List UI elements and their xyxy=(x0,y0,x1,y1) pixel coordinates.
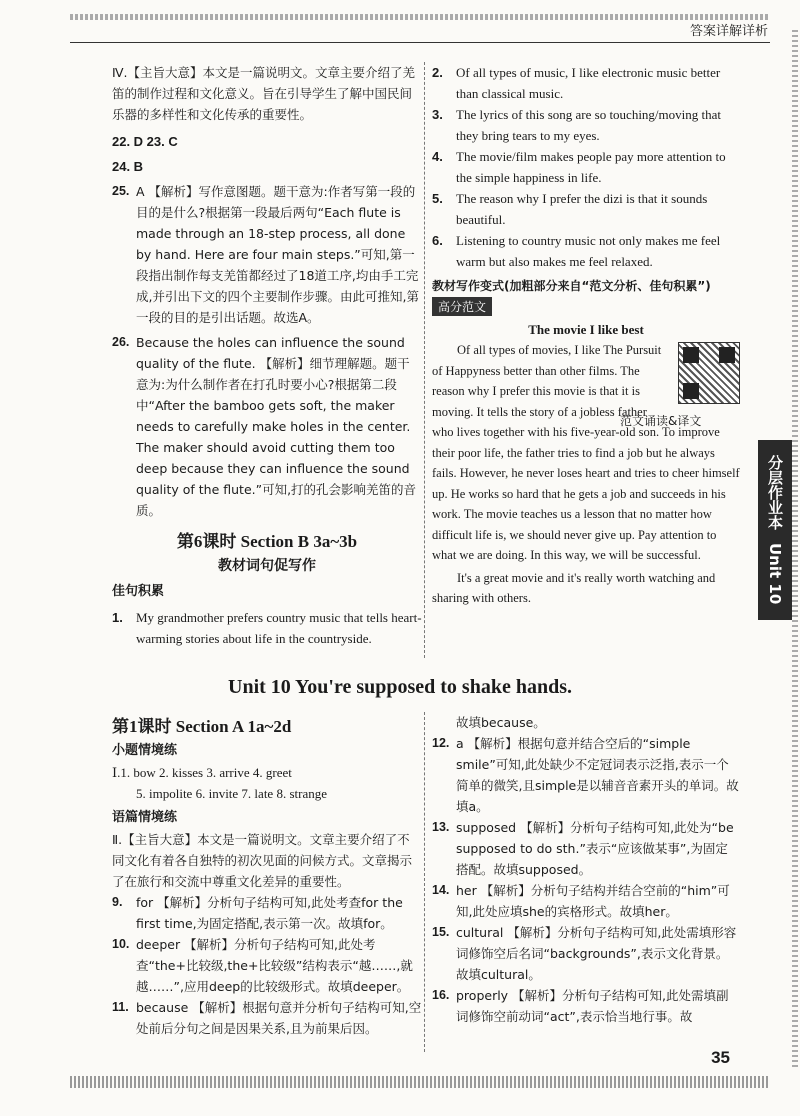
answer-25: 25. A 【解析】写作意图题。题干意为:作者写第一段的目的是什么?根据第一段最后两句“Each flute is made through an 18-step process, all done by hand. Here are four main steps.”可知,第一段指出制作每支羌笛都经过了18道工序,均由手工完成,并引出下文的四个主要制作步骤。由此可推知,第一段的目的是引出话题。故选A。 xyxy=(112,184,419,325)
answers-i-line-1: Ⅰ.1. bow 2. kisses 3. arrive 4. greet xyxy=(112,765,292,780)
right-column-top xyxy=(432,62,740,609)
essay-paragraph-2: It's a great movie and it's really worth watching and sharing with others. xyxy=(432,570,716,605)
answer-12: 12. a 【解析】根据句意并结合空后的“simple smile”可知,此处缺少不定冠词表示泛指,表示一个简单的微笑,且simple是以辅音音素开头的单词。故填a。 xyxy=(432,736,739,814)
left-column-bottom xyxy=(112,712,422,1039)
model-essay-tag: 高分范文 xyxy=(432,297,492,316)
essay-paragraph-1: Of all types of movies, I like The Pursuit of Happyness better than other films. The reason why I prefer this movie is that it is moving. It tells the story of a jobless father who lives together with his five-year-old son. To improve their poor life, the father tries to find a job but he always fails. However, he never loses heart and tries to cheer himself up. He works so hard that he gets a job and succeeds in his work. The movie teaches us a lesson that no matter how difficult life is, we should never give up. Pay attention to what we are doing. In this way, we will be successful. xyxy=(432,343,740,562)
sentence-2: 2. Of all types of music, I like electronic music better than classical music. xyxy=(432,65,721,101)
right-edge-strip xyxy=(792,30,798,1070)
header-divider xyxy=(70,42,770,43)
section-xiaoti: 小题情境练 xyxy=(112,743,178,758)
answer-16: 16. properly 【解析】分析句子结构可知,此处需填副词修饰空前动词“act”,表示恰当地行事。故 xyxy=(432,988,729,1024)
variant-heading: 教材写作变式(加粗部分来自“范文分析、佳句积累”) xyxy=(432,279,711,293)
page-header: 答案详解详析 xyxy=(689,24,768,39)
sentence-3: 3. The lyrics of this song are so touching/moving that they bring tears to my eyes. xyxy=(432,107,722,143)
answer-26: 26. Because the holes can influence the sound quality of the flute. 【解析】细节理解题。题干意为:为什么制作者在打孔时要小心?根据第二段中“After the bamboo gets soft, the maker needs to carefully make holes in the center. The maker should avoid cutting them too deep because they can influence the sound quality of the flute.”可知,打的孔会影响羌笛的音质。 xyxy=(112,335,417,518)
top-border xyxy=(70,14,770,20)
column-divider-top xyxy=(424,62,425,658)
passage-iv-summary: Ⅳ.【主旨大意】本文是一篇说明文。文章主要介绍了羌笛的制作过程和文化意义。旨在引导学生了解中国民间乐器的多样性和文化传承的重要性。 xyxy=(112,65,416,122)
answer-15: 15. cultural 【解析】分析句子结构可知,此处需填形容词修饰空后名词“backgrounds”,表示文化背景。故填cultural。 xyxy=(432,925,737,982)
side-tab-unit: Unit 10 xyxy=(766,543,784,605)
sentence-1: 1. My grandmother prefers country music that tells heart-warming stories about life in the countryside. xyxy=(112,610,422,646)
bottom-border xyxy=(70,1076,770,1088)
side-tab-label: 分层作业本 xyxy=(766,455,784,531)
qr-label: 范文诵读&译文 xyxy=(620,414,702,428)
side-tab[interactable] xyxy=(758,440,792,620)
answer-11: 11. because 【解析】根据句意并分析句子结构可知,空处前后分句之间是因果关系,且为前果后因。 xyxy=(112,1000,422,1036)
answer-14: 14. her 【解析】分析句子结构并结合空前的“him”可知,此处应填she的宾格形式。故填her。 xyxy=(432,883,730,919)
essay-title: The movie I like best xyxy=(528,322,644,337)
right-column-bottom xyxy=(432,712,740,1027)
lesson-6-subtitle: 教材词句促写作 xyxy=(218,558,316,574)
answer-11-continued: 故填because。 xyxy=(456,715,546,730)
answer-10: 10. deeper 【解析】分析句子结构可知,此处考查“the+比较级,the+比较级”结构表示“越……,就越……”,应用deep的比较级形式。故填deeper。 xyxy=(112,937,413,994)
section-yupian: 语篇情境练 xyxy=(112,810,178,825)
page-number: 35 xyxy=(711,1048,730,1067)
qr-code-icon[interactable] xyxy=(678,342,740,404)
sentence-4: 4. The movie/film makes people pay more attention to the simple happiness in life. xyxy=(432,149,726,185)
section-jiaju: 佳句积累 xyxy=(112,584,165,599)
answers-i-line-2: 5. impolite 6. invite 7. late 8. strange xyxy=(136,786,327,801)
left-column-top xyxy=(112,62,422,649)
answer-9: 9. for 【解析】分析句子结构可知,此处考查for the first time,为固定搭配,表示第一次。故填for。 xyxy=(112,895,403,931)
lesson-6-title: 第6课时 Section B 3a~3b xyxy=(176,532,358,551)
sentence-5: 5. The reason why I prefer the dizi is that it sounds beautiful. xyxy=(432,191,708,227)
sentence-6: 6. Listening to country music not only makes me feel warm but also makes me feel relaxed. xyxy=(432,233,721,269)
answer-22-23: 22. D 23. C xyxy=(112,134,178,149)
answer-13: 13. supposed 【解析】分析句子结构可知,此处为“be supposed to do sth.”表示“应该做某事”,为固定搭配。故填supposed。 xyxy=(432,820,734,877)
answer-24: 24. B xyxy=(112,159,144,174)
passage-ii-summary: Ⅱ.【主旨大意】本文是一篇说明文。文章主要介绍了不同文化有着各自独特的初次见面的问候方式。文章揭示了在旅行和交流中尊重文化差异的重要性。 xyxy=(112,832,413,889)
lesson-1-title: 第1课时 Section A 1a~2d xyxy=(112,717,292,736)
unit-title: Unit 10 You're supposed to shake hands. xyxy=(228,676,572,698)
column-divider-bottom xyxy=(424,712,425,1052)
